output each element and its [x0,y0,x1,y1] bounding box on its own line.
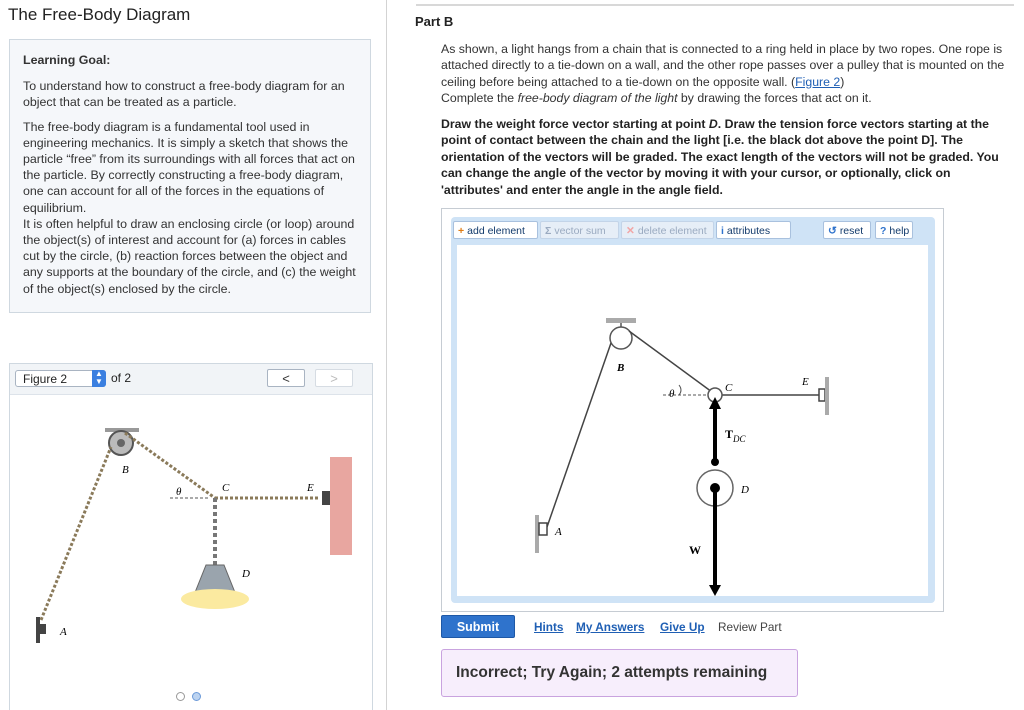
drawing-tool [441,208,944,612]
pulley-b [610,327,632,349]
intro-paren: ( [791,74,796,89]
learning-goal-text: It is often helpful to draw an enclosing circle (or loop) around the object(s) of interest and account for (a) forces in cables cut by the circle, (b) reaction forces between the object and any supports at the boundary of the circle, and (c) the weight of the object(s) enclosed by the circle. [23,216,356,296]
learning-goal-text: To understand how to construct a free-body diagram for an object that can be treated as a particle. [23,79,345,110]
feedback-message: Incorrect; Try Again; 2 attempts remaining [441,649,798,697]
label-tension-subscript: DC [733,434,746,444]
label-d: D [741,484,749,496]
label-c: C [725,382,733,394]
previous-figure-button[interactable]: < [267,369,305,387]
delete-element-label: delete element [637,225,707,237]
my-answers-link[interactable]: My Answers [576,620,645,634]
instructions-point: D [708,117,718,131]
part-title: Part B [415,14,454,29]
delete-element-button[interactable] [621,221,714,239]
info-icon: i [721,225,724,237]
drawing-canvas[interactable] [457,245,928,596]
instructions-text: Draw the weight force vector starting at point [441,117,709,131]
review-part-label: Review Part [718,620,782,634]
problem-statement [441,41,1007,107]
add-element-button[interactable] [453,221,538,239]
reset-label: reset [839,225,864,237]
complete-text-italic: free-body diagram of the light [517,91,678,106]
top-rule [416,4,1014,6]
submit-button[interactable]: Submit [441,615,515,638]
sigma-icon: Σ [545,225,552,237]
page-title: The Free-Body Diagram [8,5,191,24]
vector-sum-button[interactable] [540,221,619,239]
learning-goal-text: The free-body diagram is a fundamental tool used in engineering mechanics. It is simply a sketch that shows the particle “free” from its surroundings with all forces that act on the particle. By correctly constructing a free-body diagram, one can account for all of the forces in the equations of equilibrium. [23,119,355,215]
complete-text: Complete the [441,91,518,106]
learning-goal-heading: Learning Goal: [23,53,111,67]
reset-button[interactable] [823,221,871,239]
fig-label-a: A [60,626,67,638]
drawing-toolbar [451,217,935,247]
figure-count: of 2 [111,371,132,385]
label-theta: θ [669,388,675,400]
reset-icon: ↺ [828,225,837,237]
figure-toolbar [10,364,372,395]
fig-label-e: E [307,482,314,494]
label-a: A [555,526,562,538]
fig-label-b: B [122,464,129,476]
help-button[interactable] [875,221,913,239]
complete-text: by drawing the forces that act on it. [677,91,872,106]
hints-link[interactable]: Hints [534,620,564,634]
fig-label-c: C [222,482,230,494]
intro-paren: ) [840,74,845,89]
right-panel [387,0,1024,710]
label-e: E [802,376,809,388]
attributes-button[interactable] [716,221,791,239]
x-icon: ✕ [626,225,635,237]
next-figure-button[interactable]: > [315,369,353,387]
figure-2-link[interactable]: Figure 2 [795,74,841,89]
plus-icon: + [458,225,465,237]
attributes-label: attributes [726,225,771,237]
figure-2-illustration [10,395,372,685]
free-body-diagram[interactable] [457,245,928,596]
fig-label-theta: θ [176,486,182,498]
instructions-text: . Draw the tension force vectors starting at the point of contact between the chain and the light [i.e. the black dot above the point D]. The orientation of the vectors will be graded. The exact length of the vectors will not be graded. You can change the angle of the vector by moving it with your cursor, or optionally, click on 'attributes' and enter the angle in the angle field. [441,117,999,197]
figure-page-dot-active[interactable] [192,692,201,701]
fig-label-d: D [242,568,250,580]
drawing-tool-frame [451,217,935,603]
figure-select[interactable] [15,370,106,387]
label-b: B [617,362,625,374]
select-arrows-icon: ▲ ▼ [92,370,106,387]
give-up-link[interactable]: Give Up [660,620,705,634]
help-label: help [889,225,910,237]
left-panel [0,0,386,710]
figure-panel [9,363,373,710]
add-element-label: add element [467,225,525,237]
intro-text: As shown, a light hangs from a chain that is connected to a ring held in place by two ropes. One rope is attached directly to a tie-down on a wall, and the other rope passes over a pulley that is mounted on the ceiling before being attached to a tie-down on the opposite wall. [441,42,1005,89]
figure-select-value: Figure 2 [23,372,68,386]
figure-page-dot[interactable] [176,692,185,701]
label-weight: W [689,543,701,557]
vector-sum-label: vector sum [554,225,606,237]
label-tension: T [725,427,734,441]
learning-goal-box [9,39,371,313]
instructions [441,116,1013,198]
question-icon: ? [880,225,887,237]
